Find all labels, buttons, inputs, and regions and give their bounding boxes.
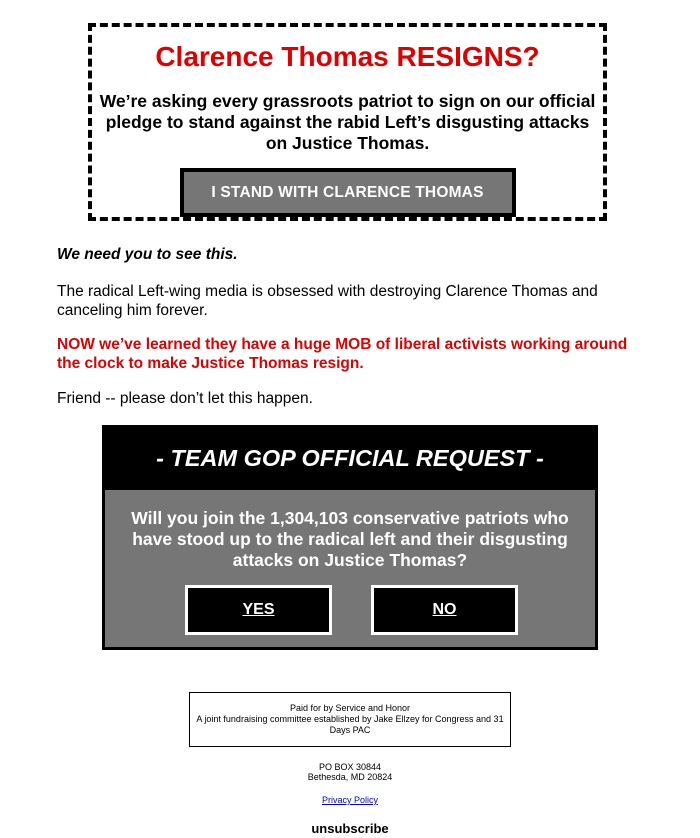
- body-paragraph: The radical Left-wing media is obsessed with destroying Clarence Thomas and canceling him forever.: [57, 283, 598, 319]
- hero-box: [88, 23, 607, 221]
- unsubscribe-link[interactable]: unsubscribe: [311, 821, 389, 836]
- lead-text: We need you to see this.: [57, 246, 238, 263]
- official-request-box: [102, 425, 598, 650]
- friend-text: Friend -- please don’t let this happen.: [57, 390, 313, 407]
- address-line-2: Bethesda, MD 20824: [307, 772, 393, 782]
- address-line-1: PO BOX 30844: [318, 762, 382, 772]
- yes-button[interactable]: YES: [185, 585, 332, 635]
- committee-text: A joint fundraising committee established by Jake Ellzey for Congress and 31 Days PAC: [196, 714, 504, 735]
- request-question: Will you join the 1,304,103 conservative patriots who have stood up to the radical left and their disgusting attacks on Justice Thomas?: [131, 508, 569, 570]
- hero-text: We’re asking every grassroots patriot to sign on our official pledge to stand against the rabid Left’s disgusting attacks on Justice Thomas.: [99, 91, 596, 153]
- paid-for-text: Paid for by Service and Honor: [289, 703, 411, 713]
- no-button[interactable]: NO: [371, 585, 518, 635]
- headline: Clarence Thomas RESIGNS?: [155, 41, 540, 72]
- alert-text: NOW we’ve learned they have a huge MOB of liberal activists working around the clock to make Justice Thomas resign.: [57, 336, 628, 372]
- request-header: - TEAM GOP OFFICIAL REQUEST -: [105, 428, 595, 490]
- stand-with-thomas-button[interactable]: I STAND WITH CLARENCE THOMAS: [180, 168, 516, 217]
- privacy-policy-link[interactable]: Privacy Policy: [321, 795, 378, 805]
- paid-for-disclaimer: [189, 692, 511, 747]
- privacy-container: [0, 795, 700, 805]
- mailing-address: [0, 762, 700, 782]
